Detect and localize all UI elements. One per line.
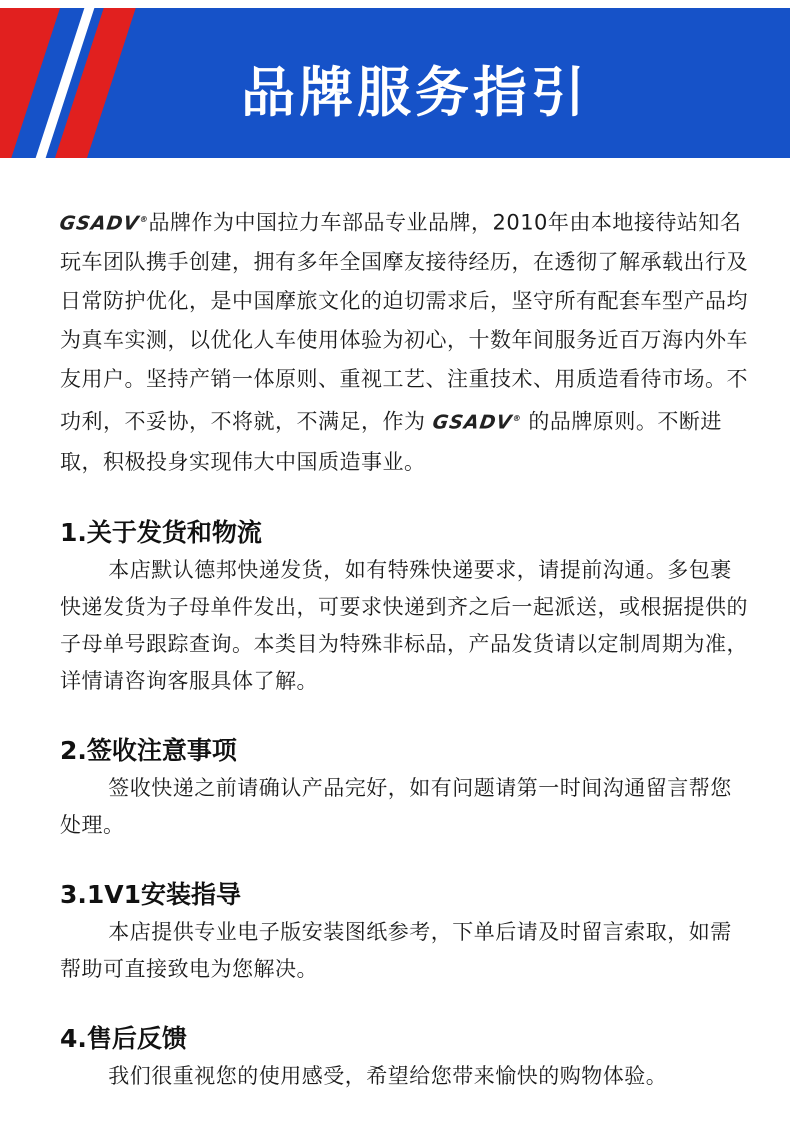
section-body: 我们很重视您的使用感受，希望给您带来愉快的购物体验。 — [108, 1063, 668, 1088]
section-heading: 4.售后反馈 — [60, 1023, 187, 1053]
section-after-sales — [60, 1020, 750, 1095]
section-heading: 3.1V1安装指导 — [60, 879, 242, 909]
section-receipt — [60, 732, 750, 844]
section-heading: 1.关于发货和物流 — [60, 517, 262, 547]
section-heading: 2.签收注意事项 — [60, 735, 237, 765]
page-title: 品牌服务指引 — [241, 61, 589, 124]
brand-logo: GSADV® — [58, 212, 150, 235]
brand-logo-inline: GSADV® — [430, 411, 523, 434]
intro-text-2: 的品牌原则。不断进取，积极投身实现伟大中国质造事业。 — [60, 409, 722, 474]
section-body: 签收快递之前请确认产品完好，如有问题请第一时间沟通留言帮您处理。 — [60, 775, 732, 837]
section-shipping — [60, 514, 750, 700]
header-banner — [0, 8, 790, 158]
section-body: 本店提供专业电子版安装图纸参考，下单后请及时留言索取，如需帮助可直接致电为您解决。 — [60, 919, 732, 981]
section-body: 本店默认德邦快递发货，如有特殊快递要求，请提前沟通。多包裹快递发货为子母单件发出，可要求快递到齐之后一起派送，或根据提供的子母单号跟踪查询。本类目为特殊非标品，产品发货请以定制周期为准，详情请咨询客服具体了解。 — [60, 557, 748, 693]
main-content — [60, 200, 750, 1095]
intro-paragraph — [60, 200, 750, 482]
section-installation — [60, 876, 750, 988]
intro-text-1: 品牌作为中国拉力车部品专业品牌，2010年由本地接待站知名玩车团队携手创建，拥有多年全国摩友接待经历，在透彻了解承载出行及日常防护优化，是中国摩旅文化的迫切需求后，坚守所有配套车型产品均为真车实测，以优化人车使用体验为初心，十数年间服务近百万海内外车友用户。坚持产销一体原则、重视工艺、注重技术、用质造看待市场。不功利，不妥协，不将就，不满足，作为 — [60, 210, 748, 434]
